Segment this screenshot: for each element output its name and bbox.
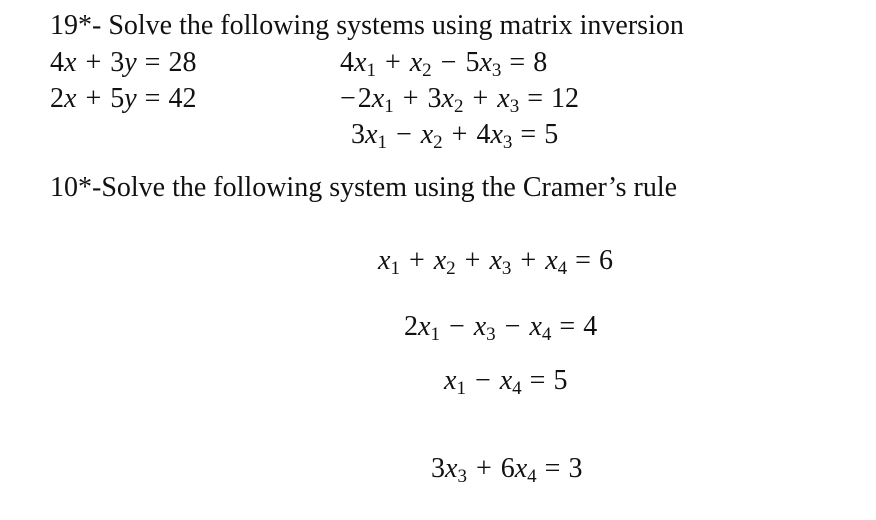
subscript: 1	[384, 96, 394, 117]
subscript: 1	[366, 60, 376, 81]
subscript: 2	[446, 258, 456, 279]
subscript: 2	[422, 60, 432, 81]
subscript: 2	[453, 96, 464, 117]
coef: 3	[351, 119, 365, 150]
equals: =	[144, 47, 161, 78]
rhs: 12	[551, 83, 579, 114]
subscript: 3	[502, 132, 513, 153]
var: y	[124, 83, 137, 114]
subscript: 3	[491, 60, 502, 81]
coef: 6	[500, 453, 515, 484]
subscript: 4	[557, 258, 568, 279]
operator: +	[85, 47, 102, 78]
var: x	[64, 83, 77, 114]
var: x	[490, 119, 503, 150]
eq-19b-2	[340, 83, 579, 117]
coef: 2	[50, 83, 64, 114]
subscript: 1	[456, 378, 466, 399]
operator: +	[464, 245, 481, 276]
var: x	[514, 453, 528, 484]
subscript: 1	[430, 324, 440, 345]
eq-19a-1	[50, 49, 196, 77]
eq-19a-2	[50, 85, 196, 113]
var: x	[497, 83, 510, 114]
operator: −	[504, 311, 521, 342]
eq-10-4	[431, 453, 583, 487]
var: x	[64, 47, 77, 78]
equals: =	[529, 365, 546, 396]
operator: +	[475, 453, 492, 484]
coef: 3	[431, 453, 445, 484]
var: x	[473, 311, 487, 342]
equals: =	[509, 47, 526, 78]
var: x	[489, 245, 502, 276]
var: x	[418, 311, 431, 342]
subscript: 4	[512, 378, 522, 399]
eq-19b-1	[340, 47, 548, 81]
var: x	[445, 453, 458, 484]
equals: =	[520, 119, 537, 150]
var: x	[529, 311, 542, 342]
var: x	[365, 119, 378, 150]
operator: −	[340, 83, 356, 114]
subscript: 3	[501, 258, 512, 279]
rhs: 5	[553, 365, 568, 396]
equals: =	[144, 83, 161, 114]
coef: 2	[404, 311, 418, 342]
operator: −	[448, 311, 465, 342]
var: x	[433, 245, 447, 276]
rhs: 5	[544, 119, 559, 150]
subscript: 3	[509, 96, 520, 117]
var: x	[378, 245, 391, 276]
var: x	[420, 119, 434, 150]
problem-10-heading: 10*-Solve the following system using the Cramer’s rule	[50, 172, 678, 203]
rhs: 28	[168, 47, 197, 78]
coef: 4	[476, 119, 491, 150]
coef: 3	[110, 47, 125, 78]
operator: +	[402, 83, 419, 114]
equals: =	[575, 245, 591, 276]
var: x	[479, 47, 492, 78]
rhs: 6	[598, 245, 613, 276]
coef: 5	[110, 83, 125, 114]
rhs: 4	[583, 311, 598, 342]
coef: 4	[340, 47, 354, 78]
coef: 2	[357, 83, 372, 114]
var: y	[124, 47, 137, 78]
operator: +	[472, 83, 489, 114]
rhs: 42	[168, 83, 197, 114]
var: x	[354, 47, 367, 78]
operator: +	[520, 245, 537, 276]
subscript: 1	[390, 258, 400, 279]
operator: +	[384, 47, 401, 78]
subscript: 3	[486, 324, 496, 345]
eq-19b-3	[351, 119, 559, 153]
subscript: 2	[433, 132, 443, 153]
eq-10-2	[404, 311, 598, 345]
eq-10-3	[444, 365, 568, 399]
rhs: 8	[533, 47, 548, 78]
subscript: 4	[527, 466, 537, 487]
coef: 4	[50, 47, 64, 78]
operator: −	[440, 47, 457, 78]
rhs: 3	[568, 453, 583, 484]
subscript: 1	[377, 132, 387, 153]
operator: −	[474, 365, 491, 396]
var: x	[441, 83, 454, 114]
var: x	[545, 245, 558, 276]
subscript: 3	[457, 466, 467, 487]
eq-10-1	[378, 245, 613, 279]
operator: +	[85, 83, 102, 114]
var: x	[444, 365, 457, 396]
problem-19-heading: 19*- Solve the following systems using matrix inversion	[50, 10, 684, 41]
var: x	[499, 365, 513, 396]
operator: +	[451, 119, 468, 150]
subscript: 4	[541, 324, 552, 345]
coef: 3	[427, 83, 442, 114]
operator: +	[408, 245, 425, 276]
var: x	[409, 47, 423, 78]
coef: 5	[465, 47, 480, 78]
equals: =	[527, 83, 543, 114]
equals: =	[544, 453, 561, 484]
equals: =	[559, 311, 576, 342]
var: x	[371, 83, 385, 114]
operator: −	[395, 119, 412, 150]
